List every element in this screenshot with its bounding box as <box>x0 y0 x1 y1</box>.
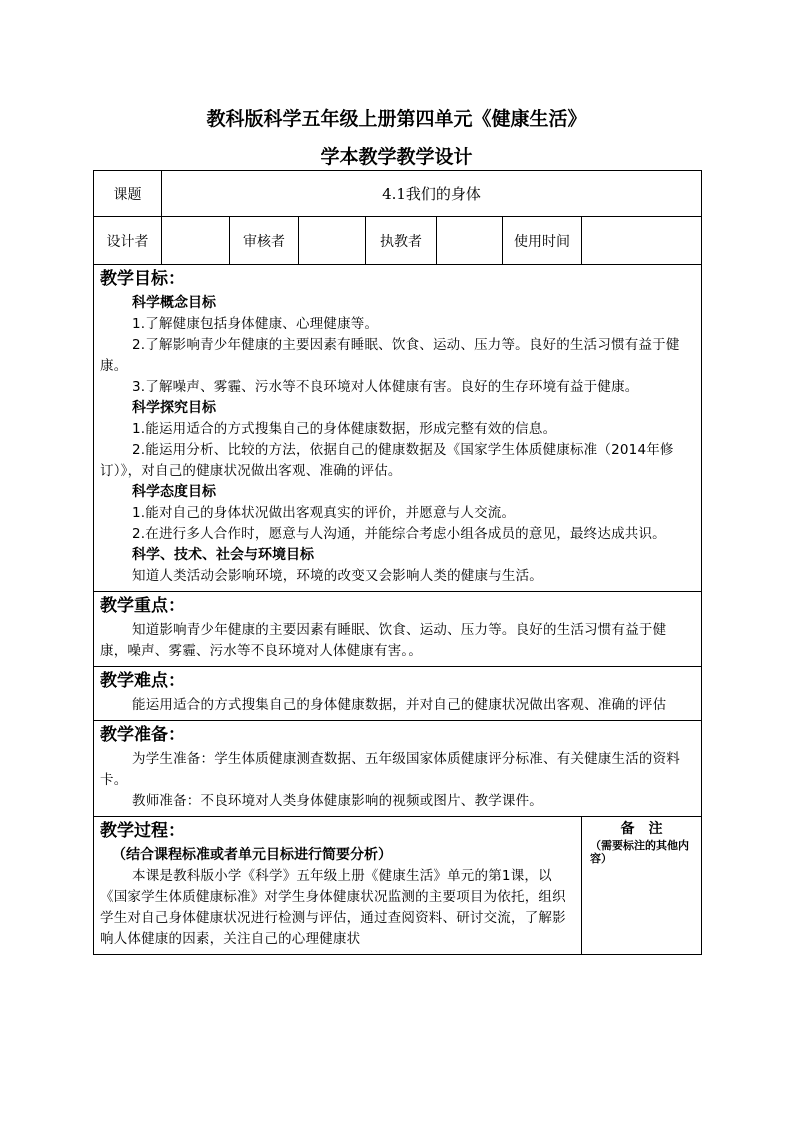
attitude-item: 1.能对自己的身体状况做出客观真实的评价，并愿意与人交流。 <box>132 505 516 521</box>
topic-label: 课题 <box>94 171 162 217</box>
reviewer-value[interactable] <box>299 217 366 265</box>
notes-subtitle: （需要标注的其他内容） <box>590 839 689 865</box>
goals-section <box>94 265 702 592</box>
key-points-section <box>94 592 702 667</box>
preparation-section <box>94 721 702 817</box>
lesson-plan-table <box>93 170 702 955</box>
preparation-heading: 教学准备： <box>100 725 185 745</box>
document-title: 教科版科学五年级上册第四单元《健康生活》 <box>206 108 587 130</box>
stse-item: 知道人类活动会影响环境，环境的改变又会影响人类的健康与生活。 <box>132 568 543 584</box>
process-subheading: （结合课程标准或者单元目标进行简要分析） <box>112 847 392 863</box>
goals-heading: 教学目标： <box>100 269 185 289</box>
time-value[interactable] <box>582 217 702 265</box>
inquiry-item: 2.能运用分析、比较的方法，依据自己的健康数据及《国家学生体质健康标准（2014年修订）》，对自己的健康状况做出客观、准确的评估。 <box>100 442 674 479</box>
concept-title: 科学概念目标 <box>132 295 216 311</box>
process-heading: 教学过程： <box>100 821 185 841</box>
designer-label: 设计者 <box>94 217 162 265</box>
concept-item: 2.了解影响青少年健康的主要因素有睡眠、饮食、运动、压力等。良好的生活习惯有益于健康。 <box>100 337 680 374</box>
key-points-heading: 教学重点： <box>100 596 185 616</box>
process-text: 本课是教科版小学《科学》五年级上册《健康生活》单元的第1课，以《国家学生体质健康标准》对学生身体健康状况监测的主要项目为依托，组织学生对自己身体健康状况进行检测与评估，通过查阅资料、研讨交流，了解影响人体健康的因素，关注自己的心理健康状 <box>100 868 566 947</box>
teacher-label: 执教者 <box>366 217 437 265</box>
topic-value: 4.1我们的身体 <box>162 171 702 217</box>
designer-value[interactable] <box>162 217 230 265</box>
preparation-student: 为学生准备：学生体质健康测查数据、五年级国家体质健康评分标准、有关健康生活的资料卡。 <box>100 751 680 788</box>
process-section <box>94 817 582 955</box>
notes-title: 备 注 <box>620 821 663 837</box>
reviewer-label: 审核者 <box>230 217 299 265</box>
document-subtitle: 学本教学教学设计 <box>320 146 473 168</box>
inquiry-item: 1.能运用适合的方式搜集自己的身体健康数据，形成完整有效的信息。 <box>132 421 557 437</box>
attitude-item: 2.在进行多人合作时，愿意与人沟通，并能综合考虑小组各成员的意见，最终达成共识。 <box>132 526 666 542</box>
inquiry-title: 科学探究目标 <box>132 400 216 416</box>
attitude-title: 科学态度目标 <box>132 484 216 500</box>
preparation-teacher: 教师准备：不良环境对人类身体健康影响的视频或图片、教学课件。 <box>132 793 543 809</box>
concept-item: 3.了解噪声、雾霾、污水等不良环境对人体健康有害。良好的生存环境有益于健康。 <box>132 379 639 395</box>
difficulties-text: 能运用适合的方式搜集自己的身体健康数据，并对自己的健康状况做出客观、准确的评估 <box>132 697 667 713</box>
notes-cell[interactable] <box>582 817 702 955</box>
time-label: 使用时间 <box>503 217 582 265</box>
concept-item: 1.了解健康包括身体健康、心理健康等。 <box>132 316 379 332</box>
teacher-value[interactable] <box>437 217 503 265</box>
difficulties-section <box>94 667 702 721</box>
stse-title: 科学、技术、社会与环境目标 <box>132 547 314 563</box>
key-points-text: 知道影响青少年健康的主要因素有睡眠、饮食、运动、压力等。良好的生活习惯有益于健康，噪声、雾霾、污水等不良环境对人体健康有害。。 <box>100 622 667 659</box>
difficulties-heading: 教学难点： <box>100 671 185 691</box>
